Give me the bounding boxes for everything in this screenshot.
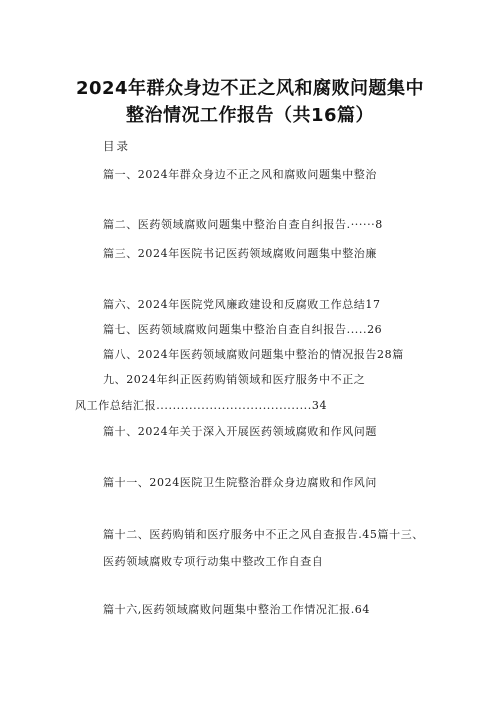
toc-entry-9: 九、2024年纠正医药购销领域和医疗服务中不正之 (103, 373, 366, 386)
toc-entry-10: 篇十、2024年关于深入开展医药领域腐败和作风问题 (103, 425, 377, 438)
toc-entry-16: 篇十六,医药领域腐败问题集中整治工作情况汇报.64 (103, 603, 370, 616)
toc-heading: 目录 (103, 139, 130, 153)
toc-entry-11: 篇十一、2024医院卫生院整治群众身边腐败和作风问 (103, 476, 377, 489)
document-title-line-2: 整治情况工作报告（共16篇） (125, 105, 375, 126)
document-title-line-1: 2024年群众身边不正之风和腐败问题集中 (75, 78, 425, 99)
toc-entry-1: 篇一、2024年群众身边不正之风和腐败问题集中整治 (103, 168, 377, 181)
toc-entry-13-continued: 医药领域腐败专项行动集中整改工作自查自 (103, 555, 324, 568)
toc-entry-8: 篇八、2024年医药领域腐败问题集中整治的情况报告28篇 (103, 348, 404, 361)
toc-entry-7: 篇七、医药领域腐败问题集中整治自查自纠报告.....26 (103, 323, 383, 336)
toc-entry-9-continued: 风工作总结汇报......................................34 (75, 399, 328, 412)
toc-entry-2: 篇二、医药领域腐败问题集中整治自查自纠报告.······8 (103, 218, 383, 231)
toc-entry-3: 篇三、2024年医院书记医药领域腐败问题集中整治廉 (103, 247, 377, 260)
toc-entry-6: 篇六、2024年医院党风廉政建设和反腐败工作总结17 (103, 298, 381, 311)
toc-entry-12: 篇十二、医药购销和医疗服务中不正之风自查报告.45篇十三、 (103, 528, 424, 541)
